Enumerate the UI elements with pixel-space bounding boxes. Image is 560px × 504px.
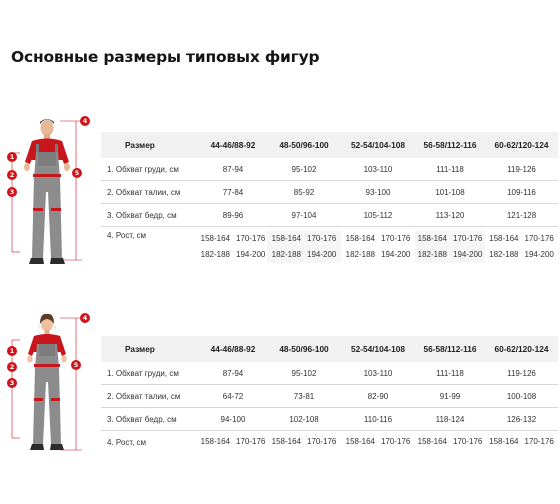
table-cell: 105-112 bbox=[341, 204, 415, 227]
header-cell: 60-62/120-124 bbox=[485, 336, 558, 362]
header-cell: 56-58/112-116 bbox=[415, 132, 485, 158]
table-cell: 91-99 bbox=[415, 385, 485, 408]
table-row-height bbox=[101, 431, 558, 454]
table-header-row bbox=[101, 132, 558, 158]
marker-4: 4 bbox=[80, 116, 90, 126]
height-range: 170-176 bbox=[453, 437, 483, 446]
height-range: 170-176 bbox=[307, 234, 337, 243]
table-cell: 95-102 bbox=[267, 362, 341, 385]
marker-2: 2 bbox=[7, 362, 17, 372]
table-cell: 103-110 bbox=[341, 158, 415, 181]
height-range: 158-164 bbox=[200, 234, 230, 243]
marker-3: 3 bbox=[7, 378, 17, 388]
table-cell-height bbox=[341, 431, 415, 454]
height-range: 158-164 bbox=[345, 234, 375, 243]
table-cell: 121-128 bbox=[485, 204, 558, 227]
marker-1: 1 bbox=[7, 152, 17, 162]
row-label: 4. Рост, см bbox=[107, 437, 147, 447]
table-cell-height bbox=[485, 431, 558, 454]
header-cell: 60-62/120-124 bbox=[485, 132, 558, 158]
height-range: 194-200 bbox=[524, 250, 554, 259]
height-range: 194-200 bbox=[236, 250, 266, 259]
table-cell-height bbox=[199, 227, 267, 274]
header-cell: 44-46/88-92 bbox=[199, 336, 267, 362]
table-cell: 100-108 bbox=[485, 385, 558, 408]
table-cell: 111-118 bbox=[415, 362, 485, 385]
row-label: 2. Обхват талии, см bbox=[101, 385, 199, 408]
marker-1: 1 bbox=[7, 346, 17, 356]
height-range: 194-200 bbox=[381, 250, 411, 259]
header-cell: 52-54/104-108 bbox=[341, 132, 415, 158]
table-row bbox=[101, 408, 558, 431]
table-cell: 87-94 bbox=[199, 158, 267, 181]
table-cell: 93-100 bbox=[341, 181, 415, 204]
header-cell: 44-46/88-92 bbox=[199, 132, 267, 158]
height-range: 158-164 bbox=[417, 437, 447, 446]
table-cell: 85-92 bbox=[267, 181, 341, 204]
table-cell: 102-108 bbox=[267, 408, 341, 431]
table-row bbox=[101, 204, 558, 227]
table-cell: 101-108 bbox=[415, 181, 485, 204]
row-label: 3. Обхват бедр, см bbox=[101, 408, 199, 431]
height-range: 170-176 bbox=[236, 437, 266, 446]
height-range: 182-188 bbox=[345, 250, 375, 259]
table-cell: 103-110 bbox=[341, 362, 415, 385]
table-cell: 94-100 bbox=[199, 408, 267, 431]
table-cell: 87-94 bbox=[199, 362, 267, 385]
size-table-female bbox=[101, 336, 558, 453]
page-title: Основные размеры типовых фигур bbox=[11, 48, 320, 66]
header-cell: 56-58/112-116 bbox=[415, 336, 485, 362]
male-figure bbox=[0, 112, 100, 272]
row-label: 2. Обхват талии, см bbox=[101, 181, 199, 204]
table-cell: 119-126 bbox=[485, 362, 558, 385]
table-cell-height bbox=[267, 431, 341, 454]
table-cell: 64-72 bbox=[199, 385, 267, 408]
header-cell: Размер bbox=[101, 132, 199, 158]
height-range: 158-164 bbox=[417, 234, 447, 243]
marker-4: 4 bbox=[80, 313, 90, 323]
row-label: 4. Рост, см bbox=[107, 231, 147, 240]
table-header-row bbox=[101, 336, 558, 362]
marker-3: 3 bbox=[7, 187, 17, 197]
female-figure bbox=[0, 310, 100, 470]
table-row bbox=[101, 362, 558, 385]
height-range: 182-188 bbox=[417, 250, 447, 259]
table-cell: 82-90 bbox=[341, 385, 415, 408]
marker-5: 5 bbox=[72, 168, 82, 178]
height-range: 158-164 bbox=[271, 437, 301, 446]
height-range: 194-200 bbox=[453, 250, 483, 259]
height-range: 194-200 bbox=[307, 250, 337, 259]
table-cell: 111-118 bbox=[415, 158, 485, 181]
table-cell: 97-104 bbox=[267, 204, 341, 227]
height-range: 170-176 bbox=[307, 437, 337, 446]
table-row bbox=[101, 385, 558, 408]
height-range: 182-188 bbox=[489, 250, 519, 259]
size-table-male bbox=[101, 132, 558, 273]
table-cell: 89-96 bbox=[199, 204, 267, 227]
table-cell-height bbox=[267, 227, 341, 274]
row-label: 1. Обхват груди, см bbox=[101, 362, 199, 385]
height-range: 170-176 bbox=[524, 234, 554, 243]
marker-5: 5 bbox=[71, 360, 81, 370]
table-row bbox=[101, 181, 558, 204]
table-cell: 77-84 bbox=[199, 181, 267, 204]
height-range: 182-188 bbox=[271, 250, 301, 259]
header-cell: 48-50/96-100 bbox=[267, 132, 341, 158]
table-cell: 119-126 bbox=[485, 158, 558, 181]
table-cell: 110-116 bbox=[341, 408, 415, 431]
table-cell-height bbox=[415, 227, 485, 274]
table-cell: 126-132 bbox=[485, 408, 558, 431]
height-range: 170-176 bbox=[453, 234, 483, 243]
table-row bbox=[101, 158, 558, 181]
table-row-height bbox=[101, 227, 558, 274]
marker-2: 2 bbox=[7, 170, 17, 180]
height-range: 158-164 bbox=[345, 437, 375, 446]
height-range: 158-164 bbox=[489, 437, 519, 446]
table-cell: 109-116 bbox=[485, 181, 558, 204]
header-cell: 48-50/96-100 bbox=[267, 336, 341, 362]
height-range: 158-164 bbox=[489, 234, 519, 243]
height-range: 170-176 bbox=[381, 234, 411, 243]
height-range: 170-176 bbox=[381, 437, 411, 446]
height-range: 158-164 bbox=[200, 437, 230, 446]
table-cell: 73-81 bbox=[267, 385, 341, 408]
height-range: 182-188 bbox=[200, 250, 230, 259]
header-cell: 52-54/104-108 bbox=[341, 336, 415, 362]
table-cell-height bbox=[341, 227, 415, 274]
table-cell-height bbox=[199, 431, 267, 454]
table-cell: 113-120 bbox=[415, 204, 485, 227]
row-label: 1. Обхват груди, см bbox=[101, 158, 199, 181]
height-range: 158-164 bbox=[271, 234, 301, 243]
header-cell: Размер bbox=[101, 336, 199, 362]
table-cell-height bbox=[415, 431, 485, 454]
height-range: 170-176 bbox=[524, 437, 554, 446]
table-cell: 95-102 bbox=[267, 158, 341, 181]
table-cell: 118-124 bbox=[415, 408, 485, 431]
row-label: 3. Обхват бедр, см bbox=[101, 204, 199, 227]
table-cell-height bbox=[485, 227, 558, 274]
height-range: 170-176 bbox=[236, 234, 266, 243]
